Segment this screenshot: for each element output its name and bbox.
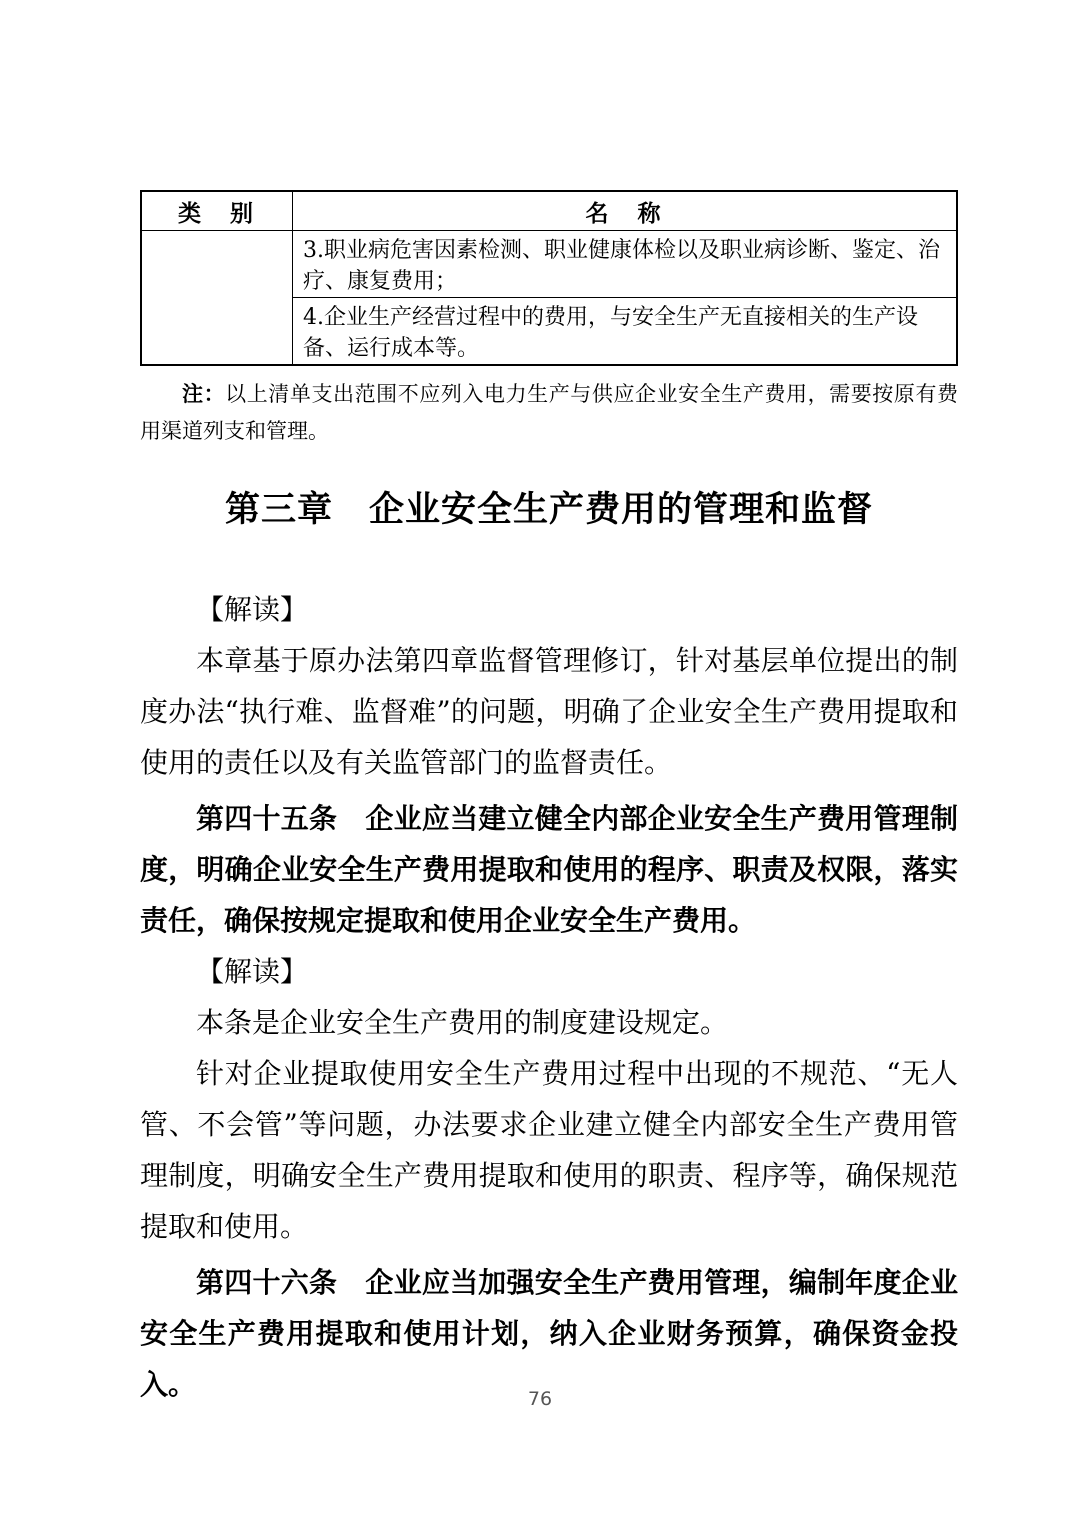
table-cell-category — [141, 231, 293, 366]
page-number: 76 — [527, 1388, 553, 1410]
table-cell-item-3: 3.职业病危害因素检测、职业健康体检以及职业病诊断、鉴定、治疗、康复费用； — [293, 231, 958, 298]
table-cell-item-4: 4.企业生产经营过程中的费用，与安全生产无直接相关的生产设备、运行成本等。 — [293, 298, 958, 366]
body-text — [140, 584, 958, 1410]
commentary-paragraph: 本条是企业安全生产费用的制度建设规定。 — [196, 1006, 729, 1039]
article-46: 第四十六条 企业应当加强安全生产费用管理，编制年度企业安全生产费用提取和使用计划，纳入企业财务预算，确保资金投入。 — [140, 1266, 958, 1401]
commentary-paragraph: 针对企业提取使用安全生产费用过程中出现的不规范、“无人管、不会管”等问题，办法要求企业建立健全内部安全生产费用管理制度，明确安全生产费用提取和使用的职责、程序等，确保规范提取和使用。 — [140, 1057, 958, 1243]
interpretation-marker: 【解读】 — [196, 955, 309, 988]
interpretation-marker: 【解读】 — [196, 593, 309, 626]
table-header-category: 类 别 — [141, 191, 293, 231]
table-header-row — [141, 191, 957, 231]
table-header-name: 名 称 — [293, 191, 958, 231]
chapter-title: 第三章 企业安全生产费用的管理和监督 — [224, 490, 873, 529]
table-note — [140, 375, 958, 450]
table-row — [141, 231, 957, 298]
note-text: 以上清单支出范围不应列入电力生产与供应企业安全生产费用，需要按原有费用渠道列支和管理。 — [140, 382, 959, 443]
commentary-paragraph: 本章基于原办法第四章监督管理修订，针对基层单位提出的制度办法“执行难、监督难”的问题，明确了企业安全生产费用提取和使用的责任以及有关监管部门的监督责任。 — [140, 644, 958, 779]
page-content — [140, 190, 958, 1410]
article-45: 第四十五条 企业应当建立健全内部企业安全生产费用管理制度，明确企业安全生产费用提取和使用的程序、职责及权限，落实责任，确保按规定提取和使用企业安全生产费用。 — [140, 802, 958, 937]
expense-scope-table — [140, 190, 958, 366]
note-label: 注： — [182, 381, 226, 406]
